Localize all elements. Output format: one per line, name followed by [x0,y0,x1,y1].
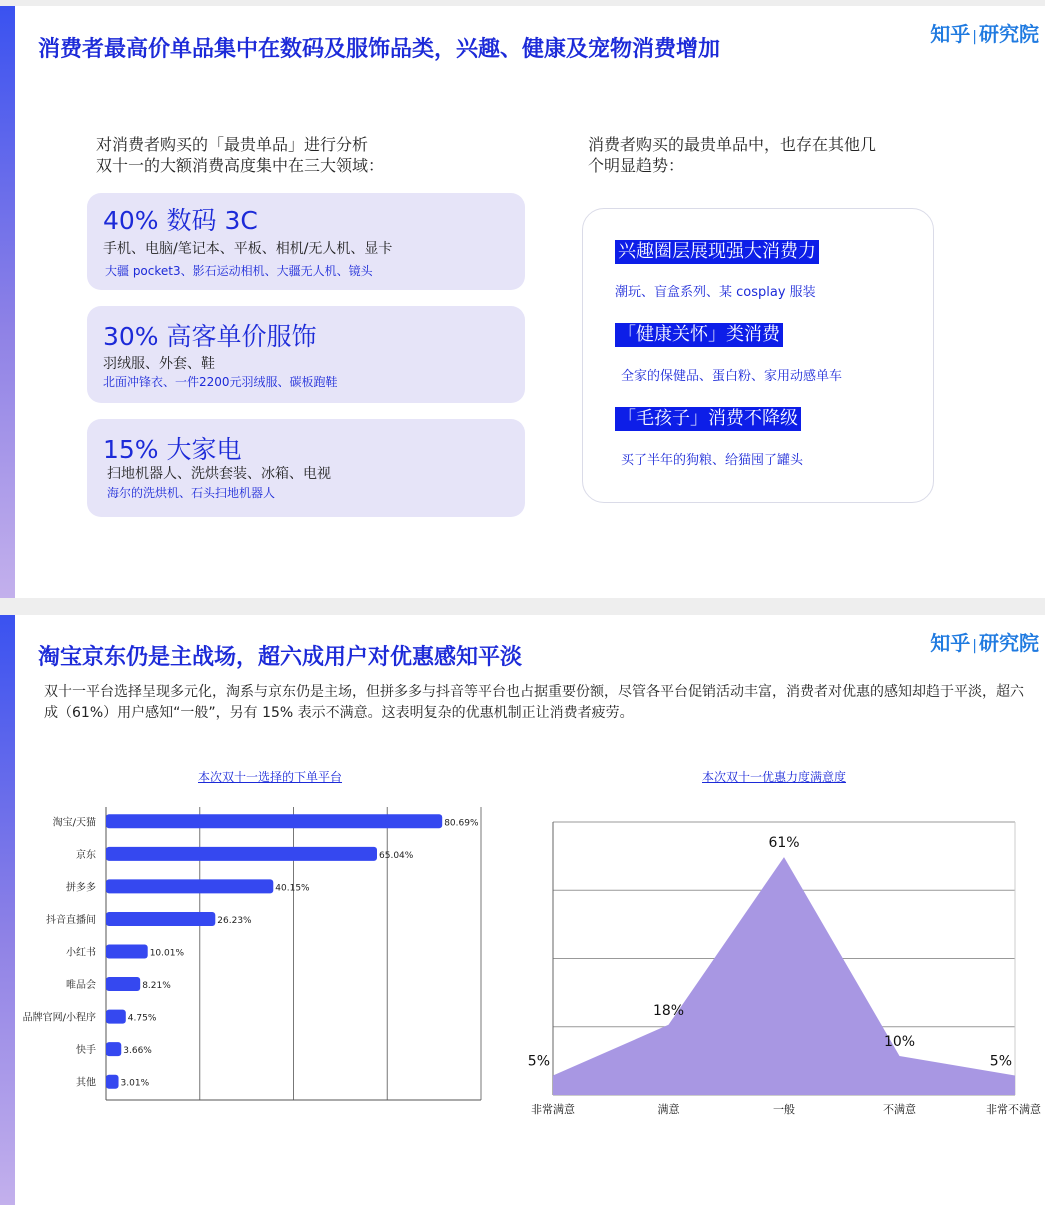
area-chart-title: 本次双十一优惠力度满意度 [702,770,847,784]
brand-logo [930,627,1039,656]
trend-headline: 「健康关怀」类消费 [615,323,783,347]
category-label: 品牌官网/小程序 [22,1012,96,1024]
data-label: 61% [768,835,800,852]
slide-accent-strip [0,6,15,598]
trend-description: 潮玩、盲盒系列、某 cosplay 服装 [615,285,816,300]
category-headline: 40% 数码 3C [103,206,258,235]
category-examples: 海尔的洗烘机、石头扫地机器人 [107,486,276,500]
category-label: 唯品会 [66,980,96,992]
bar [106,879,273,893]
value-label: 8.21% [142,981,171,992]
bar [106,912,215,926]
bar [106,814,442,828]
data-label: 5% [989,1053,1012,1070]
brand-logo-separator: | [972,29,977,45]
category-label: 快手 [76,1045,96,1057]
bar-chart-title: 本次双十一选择的下单平台 [198,770,343,784]
value-label: 40.15% [275,883,310,894]
value-label: 26.23% [217,915,252,926]
area-series [553,857,1015,1095]
slide-title: 消费者最高价单品集中在数码及服饰品类，兴趣、健康及宠物消费增加 [38,37,721,62]
trends-card [582,208,934,503]
bar [106,847,377,861]
category-headline: 15% 大家电 [103,435,242,464]
category-headline: 30% 高客单价服饰 [103,322,317,351]
category-card-digital [87,193,525,290]
category-examples: 北面冲锋衣、一件2200元羽绒服、碳板跑鞋 [103,375,338,389]
bar [106,1010,126,1024]
category-label: 小红书 [66,947,96,959]
category-card-appliance [87,419,525,517]
category-label: 其他 [76,1077,96,1089]
brand-logo-sub: 研究院 [979,22,1039,46]
data-label: 18% [652,1002,685,1019]
data-label: 10% [883,1034,916,1050]
platform-bar-chart [0,795,500,1125]
data-label: 5% [527,1053,550,1070]
category-items: 羽绒服、外套、鞋 [103,356,215,372]
trend-headline: 「毛孩子」消费不降级 [615,407,801,431]
trend-headline: 兴趣圈层展现强大消费力 [615,240,819,264]
brand-logo-separator: | [972,638,977,654]
bar [106,977,140,991]
category-card-apparel [87,306,525,403]
brand-logo-main: 知乎 [930,631,971,655]
value-label: 65.04% [379,850,414,861]
value-label: 3.01% [120,1078,150,1089]
category-items: 手机、电脑/笔记本、平板、相机/无人机、显卡 [103,241,393,257]
category-label: 京东 [76,849,96,861]
category-examples: 大疆 pocket3、影石运动相机、大疆无人机、镜头 [105,264,373,278]
satisfaction-area-chart [515,795,1045,1125]
slide-description: 双十一平台选择呈现多元化，淘系与京东仍是主场，但拼多多与抖音等平台也占据重要份额，尽管各平台促销活动丰富，消费者对优惠的感知却趋于平淡，超六成（61%）用户感知“一般”，另有 15% 表示不满意。这表明复杂的优惠机制正让消费者疲劳。 [44,684,1024,721]
category-label: 淘宝/天猫 [52,817,96,829]
category-label: 拼多多 [66,882,96,894]
bar [106,945,148,959]
slide-platform-and-satisfaction [0,615,1045,1205]
value-label: 3.66% [123,1046,152,1057]
brand-logo [930,18,1039,47]
brand-logo-sub: 研究院 [979,631,1039,655]
category-label: 满意 [657,1103,680,1116]
slide-consumer-top-items [0,6,1045,598]
trend-description: 全家的保健品、蛋白粉、家用动感单车 [621,369,843,384]
left-intro-text: 对消费者购买的「最贵单品」进行分析 双十一的大额消费高度集中在三大领域： [96,135,385,175]
trend-description: 买了半年的狗粮、给猫囤了罐头 [621,453,804,468]
category-label: 一般 [773,1103,795,1116]
bar [106,1075,119,1089]
value-label: 80.69% [444,818,479,829]
value-label: 4.75% [127,1013,157,1024]
right-intro-text: 消费者购买的最贵单品中，也存在其他几 个明显趋势： [588,135,877,175]
brand-logo-main: 知乎 [930,22,971,46]
value-label: 10.01% [149,948,185,959]
slide-title: 淘宝京东仍是主战场，超六成用户对优惠感知平淡 [38,645,523,670]
category-items: 扫地机器人、洗烘套装、冰箱、电视 [107,466,331,482]
category-label: 非常满意 [531,1103,575,1116]
category-label: 抖音直播间 [46,914,96,926]
category-label: 非常不满意 [986,1103,1041,1116]
bar [106,1042,121,1056]
category-label: 不满意 [883,1103,916,1116]
